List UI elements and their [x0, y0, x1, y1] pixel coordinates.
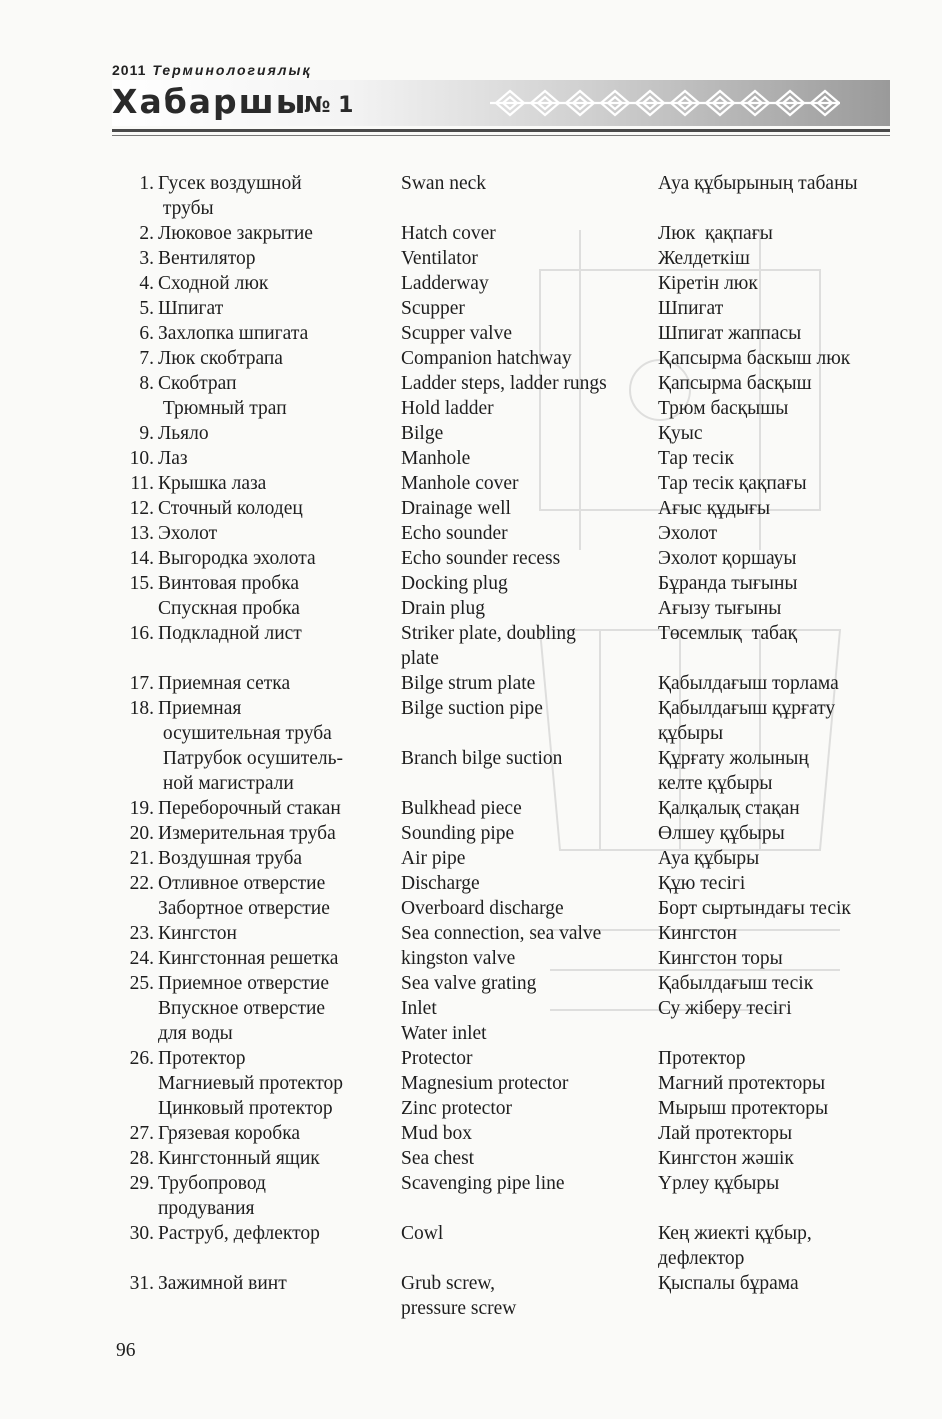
term-number: 31. — [129, 1273, 154, 1294]
term-russian — [158, 171, 401, 221]
term-kazakh — [658, 971, 898, 1046]
term-kazakh — [658, 471, 898, 496]
issue-number: № 1 — [304, 93, 354, 118]
term-english — [401, 871, 658, 921]
term-russian-line: Выгородка эхолота — [158, 548, 316, 569]
term-row — [118, 921, 898, 946]
term-kazakh — [658, 246, 898, 271]
terminology-table — [118, 171, 898, 1321]
term-kazakh — [658, 346, 898, 371]
term-kazakh-line: Ағыс құдығы — [658, 498, 771, 519]
term-english — [401, 296, 658, 321]
term-english — [401, 821, 658, 846]
term-russian — [158, 471, 401, 496]
term-english — [401, 1046, 658, 1121]
term-row — [118, 1046, 898, 1121]
term-russian — [158, 621, 401, 671]
term-english-line: plate — [401, 648, 439, 669]
term-row — [118, 846, 898, 871]
term-english-line: Scupper — [401, 298, 465, 319]
term-row — [118, 1221, 898, 1271]
term-russian-line: Зажимной винт — [158, 1273, 287, 1294]
term-number: 16. — [129, 623, 154, 644]
term-russian-line: Люк скобтрапа — [158, 348, 283, 369]
term-russian-line: для воды — [158, 1023, 233, 1044]
term-kazakh-line: Құю тесігі — [658, 873, 746, 894]
term-kazakh — [658, 446, 898, 471]
term-kazakh-line: дефлектор — [658, 1248, 745, 1269]
term-russian-line: Приемное отверстие — [158, 973, 329, 994]
term-number: 23. — [129, 923, 154, 944]
term-kazakh — [658, 171, 898, 221]
term-row — [118, 696, 898, 796]
term-english-line: Bulkhead piece — [401, 798, 522, 819]
term-kazakh-line: Қалқалық стақан — [658, 798, 800, 819]
term-number: 4. — [139, 273, 154, 294]
term-number: 15. — [129, 573, 154, 594]
term-russian-line: Магниевый протектор — [158, 1073, 343, 1094]
term-english-line: Overboard discharge — [401, 898, 564, 919]
term-russian-line: Приемная сетка — [158, 673, 291, 694]
term-russian-line: продувания — [158, 1198, 255, 1219]
term-english — [401, 496, 658, 521]
term-russian-line: Сходной люк — [158, 273, 269, 294]
term-english — [401, 621, 658, 671]
term-english — [401, 1171, 658, 1221]
term-russian-line: Патрубок осушитель- — [158, 748, 344, 769]
term-english-line: Striker plate, doubling — [401, 623, 576, 644]
term-english-line: Inlet — [401, 998, 437, 1019]
term-kazakh-line: Қабылдағыш тесік — [658, 973, 814, 994]
term-row — [118, 521, 898, 546]
term-russian-line: Сточный колодец — [158, 498, 303, 519]
term-russian-line: Кингстон — [158, 923, 237, 944]
term-english — [401, 796, 658, 821]
term-kazakh-line: Қапсырма басқыш — [658, 373, 812, 394]
term-russian — [158, 921, 401, 946]
term-english — [401, 571, 658, 621]
term-russian-line: трубы — [158, 198, 214, 219]
term-row — [118, 1271, 898, 1321]
term-number: 17. — [129, 673, 154, 694]
term-english-line: Echo sounder recess — [401, 548, 561, 569]
term-english — [401, 321, 658, 346]
term-kazakh-line: Кингстон — [658, 923, 737, 944]
term-row — [118, 571, 898, 621]
term-english-line: Bilge strum plate — [401, 673, 536, 694]
term-russian-line: Спускная пробка — [158, 598, 300, 619]
term-russian — [158, 221, 401, 246]
term-row — [118, 446, 898, 471]
term-russian — [158, 246, 401, 271]
term-english — [401, 946, 658, 971]
term-number: 7. — [139, 348, 154, 369]
term-kazakh-line: Қыспалы бұрама — [658, 1273, 799, 1294]
term-english — [401, 696, 658, 796]
term-row — [118, 946, 898, 971]
term-russian-line: осушительная труба — [158, 723, 332, 744]
term-russian-line: Скобтрап — [158, 373, 237, 394]
header-rule-thick — [112, 129, 890, 132]
term-english-line: Mud box — [401, 1123, 472, 1144]
term-kazakh — [658, 871, 898, 921]
ornament-band — [490, 85, 840, 121]
term-russian — [158, 521, 401, 546]
term-kazakh — [658, 621, 898, 671]
term-kazakh-line: Үрлеу құбыры — [658, 1173, 780, 1194]
term-english — [401, 1146, 658, 1171]
term-russian — [158, 1046, 401, 1121]
term-english — [401, 446, 658, 471]
term-english-line: Sea connection, sea valve — [401, 923, 602, 944]
term-russian-line: Вентилятор — [158, 248, 256, 269]
term-english-line: Hatch cover — [401, 223, 496, 244]
term-kazakh — [658, 321, 898, 346]
term-russian — [158, 1146, 401, 1171]
term-russian — [158, 546, 401, 571]
term-russian — [158, 421, 401, 446]
term-kazakh — [658, 1171, 898, 1221]
term-row — [118, 296, 898, 321]
term-english-line: Protector — [401, 1048, 473, 1069]
term-row — [118, 871, 898, 921]
header-banner — [112, 80, 890, 126]
term-kazakh-line: Бұранда тығыны — [658, 573, 798, 594]
term-english — [401, 671, 658, 696]
term-kazakh — [658, 1146, 898, 1171]
term-english — [401, 546, 658, 571]
term-number: 11. — [130, 473, 154, 494]
term-english — [401, 346, 658, 371]
term-russian-line: Подкладной лист — [158, 623, 302, 644]
term-russian-line: Гусек воздушной — [158, 173, 302, 194]
term-row — [118, 421, 898, 446]
term-russian-line: Грязевая коробка — [158, 1123, 301, 1144]
term-english-line: Sea chest — [401, 1148, 475, 1169]
term-number: 30. — [129, 1223, 154, 1244]
term-english — [401, 471, 658, 496]
term-kazakh-line: Тар тесік — [658, 448, 734, 469]
term-english — [401, 171, 658, 221]
term-row — [118, 171, 898, 221]
term-number: 28. — [129, 1148, 154, 1169]
term-kazakh-line: Қабылдағыш құрғату — [658, 698, 836, 719]
term-russian — [158, 571, 401, 621]
term-english — [401, 221, 658, 246]
term-kazakh — [658, 921, 898, 946]
term-row — [118, 471, 898, 496]
term-kazakh — [658, 421, 898, 446]
term-row — [118, 1146, 898, 1171]
term-russian-line: Льяло — [158, 423, 209, 444]
term-russian-line: Протектор — [158, 1048, 246, 1069]
term-row — [118, 971, 898, 1046]
header-year: 2011 — [112, 62, 147, 78]
term-english-line: Drainage well — [401, 498, 511, 519]
term-russian — [158, 946, 401, 971]
term-number: 27. — [129, 1123, 154, 1144]
term-english-line: Bilge — [401, 423, 444, 444]
term-english — [401, 971, 658, 1046]
term-russian-line: Кингстонный ящик — [158, 1148, 320, 1169]
term-english-line: Companion hatchway — [401, 348, 572, 369]
term-english-line: kingston valve — [401, 948, 516, 969]
term-kazakh-line: Протектор — [658, 1048, 746, 1069]
term-russian-line: Воздушная труба — [158, 848, 303, 869]
term-row — [118, 671, 898, 696]
term-kazakh-line: Қуыс — [658, 423, 703, 444]
term-kazakh — [658, 671, 898, 696]
term-kazakh-line: Шпигат — [658, 298, 724, 319]
term-russian-line: Переборочный стакан — [158, 798, 341, 819]
term-russian-line: Шпигат — [158, 298, 224, 319]
term-row — [118, 246, 898, 271]
term-russian — [158, 271, 401, 296]
term-row — [118, 346, 898, 371]
term-russian-line: Крышка лаза — [158, 473, 267, 494]
term-kazakh — [658, 796, 898, 821]
term-number: 12. — [129, 498, 154, 519]
term-english-line — [401, 721, 658, 746]
term-kazakh-line: Кең жиекті құбыр, — [658, 1223, 812, 1244]
term-english-line: Cowl — [401, 1223, 444, 1244]
term-english — [401, 1221, 658, 1271]
term-kazakh-line: Кингстон торы — [658, 948, 783, 969]
term-russian — [158, 1221, 401, 1271]
term-english-line: Swan neck — [401, 173, 487, 194]
term-russian — [158, 671, 401, 696]
term-row — [118, 621, 898, 671]
term-russian — [158, 371, 401, 421]
term-row — [118, 371, 898, 421]
term-kazakh — [658, 696, 898, 796]
term-english — [401, 371, 658, 421]
term-row — [118, 271, 898, 296]
term-russian — [158, 496, 401, 521]
term-russian — [158, 1271, 401, 1321]
term-english-line: Discharge — [401, 873, 480, 894]
term-kazakh-line: Қабылдағыш торлама — [658, 673, 839, 694]
term-kazakh-line: келте құбыры — [658, 773, 773, 794]
term-kazakh-line: Трюм басқышы — [658, 398, 789, 419]
term-russian — [158, 971, 401, 1046]
term-english — [401, 521, 658, 546]
term-russian — [158, 821, 401, 846]
term-english — [401, 1271, 658, 1321]
term-russian — [158, 321, 401, 346]
term-number: 25. — [129, 973, 154, 994]
term-kazakh — [658, 1271, 898, 1321]
term-english — [401, 271, 658, 296]
term-english — [401, 846, 658, 871]
term-kazakh-line: Эхолот — [658, 523, 718, 544]
term-english-line: Docking plug — [401, 573, 508, 594]
journal-title: Хабаршы — [112, 82, 308, 121]
term-kazakh-line: құбыры — [658, 723, 724, 744]
term-kazakh — [658, 946, 898, 971]
term-kazakh — [658, 496, 898, 521]
term-russian-line: Захлопка шпигата — [158, 323, 309, 344]
term-english — [401, 246, 658, 271]
term-number: 20. — [129, 823, 154, 844]
term-kazakh-line: Тар тесік қақпағы — [658, 473, 807, 494]
term-russian-line: Трюмный трап — [158, 398, 287, 419]
term-row — [118, 546, 898, 571]
term-kazakh-line: Лай протекторы — [658, 1123, 793, 1144]
term-number: 6. — [139, 323, 154, 344]
term-russian — [158, 446, 401, 471]
term-english-line: Air pipe — [401, 848, 466, 869]
term-kazakh — [658, 571, 898, 621]
header-year-series — [112, 62, 312, 78]
term-russian-line: Цинковый протектор — [158, 1098, 333, 1119]
term-russian — [158, 696, 401, 796]
term-row — [118, 821, 898, 846]
term-english-line: Magnesium protector — [401, 1073, 569, 1094]
term-number: 1. — [139, 173, 154, 194]
term-english-line: Sounding pipe — [401, 823, 515, 844]
term-russian — [158, 346, 401, 371]
term-russian-line: Трубопровод — [158, 1173, 266, 1194]
term-english-line: Sea valve grating — [401, 973, 537, 994]
term-number: 14. — [129, 548, 154, 569]
term-russian — [158, 796, 401, 821]
term-kazakh-line: Борт сыртындағы тесік — [658, 898, 851, 919]
term-number: 21. — [129, 848, 154, 869]
term-english-line: Scavenging pipe line — [401, 1173, 565, 1194]
term-kazakh-line: Кингстон жәшік — [658, 1148, 794, 1169]
term-kazakh-line: Су жіберу тесігі — [658, 998, 792, 1019]
term-kazakh — [658, 821, 898, 846]
term-kazakh — [658, 296, 898, 321]
term-kazakh-line: Мырыш протекторы — [658, 1098, 829, 1119]
term-row — [118, 796, 898, 821]
term-kazakh-line: Өлшеу құбыры — [658, 823, 785, 844]
term-english-line: Zinc protector — [401, 1098, 512, 1119]
term-number: 10. — [129, 448, 154, 469]
term-kazakh — [658, 271, 898, 296]
term-kazakh-line: Ауа құбырының табаны — [658, 173, 858, 194]
term-kazakh-line: Ауа құбыры — [658, 848, 760, 869]
term-russian-line: Кингстонная решетка — [158, 948, 339, 969]
term-kazakh-line: Шпигат жаппасы — [658, 323, 802, 344]
term-russian-line: Впускное отверстие — [158, 998, 326, 1019]
term-kazakh-line: Кіретін люк — [658, 273, 758, 294]
term-russian-line: Приемная — [158, 698, 242, 719]
term-number: 22. — [129, 873, 154, 894]
page-number: 96 — [116, 1340, 136, 1361]
term-kazakh — [658, 846, 898, 871]
term-kazakh-line: Ағызу тығыны — [658, 598, 782, 619]
term-number: 19. — [129, 798, 154, 819]
term-row — [118, 496, 898, 521]
term-number: 26. — [129, 1048, 154, 1069]
term-russian — [158, 871, 401, 921]
term-kazakh-line: Магний протекторы — [658, 1073, 826, 1094]
term-row — [118, 221, 898, 246]
term-english — [401, 421, 658, 446]
term-kazakh-line: Төсемлық табақ — [658, 623, 798, 644]
header-series: Терминологиялық — [152, 62, 312, 78]
term-kazakh — [658, 521, 898, 546]
term-number: 13. — [129, 523, 154, 544]
term-number: 3. — [139, 248, 154, 269]
term-kazakh-line: Эхолот қоршауы — [658, 548, 797, 569]
term-kazakh — [658, 1221, 898, 1271]
term-kazakh — [658, 1121, 898, 1146]
header-rule-thin — [112, 135, 890, 136]
term-english-line: Scupper valve — [401, 323, 513, 344]
term-russian-line: Раструб, дефлектор — [158, 1223, 320, 1244]
term-russian-line: Забортное отверстие — [158, 898, 330, 919]
term-kazakh — [658, 546, 898, 571]
term-number: 2. — [139, 223, 154, 244]
term-kazakh — [658, 1046, 898, 1121]
term-kazakh — [658, 371, 898, 421]
term-number: 18. — [129, 698, 154, 719]
term-russian-line: Люковое закрытие — [158, 223, 313, 244]
term-russian-line: Лаз — [158, 448, 188, 469]
term-number: 9. — [139, 423, 154, 444]
term-number: 24. — [129, 948, 154, 969]
term-russian — [158, 296, 401, 321]
term-english-line: Branch bilge suction — [401, 748, 563, 769]
term-english-line: Echo sounder — [401, 523, 508, 544]
term-english-line: Ventilator — [401, 248, 478, 269]
term-kazakh-line: Люк қақпағы — [658, 223, 773, 244]
term-russian — [158, 846, 401, 871]
term-english-line: pressure screw — [401, 1298, 517, 1319]
term-russian-line: Эхолот — [158, 523, 218, 544]
term-row — [118, 1171, 898, 1221]
term-row — [118, 321, 898, 346]
term-russian-line: Отливное отверстие — [158, 873, 326, 894]
term-kazakh-line: Құрғату жолының — [658, 748, 809, 769]
term-english-line: Drain plug — [401, 598, 485, 619]
term-russian — [158, 1121, 401, 1146]
term-english — [401, 1121, 658, 1146]
term-kazakh — [658, 221, 898, 246]
term-english-line: Ladder steps, ladder rungs — [401, 373, 607, 394]
term-kazakh-line: Желдеткіш — [658, 248, 750, 269]
term-number: 8. — [139, 373, 154, 394]
term-russian-line: ной магистрали — [158, 773, 294, 794]
term-russian-line: Измерительная труба — [158, 823, 336, 844]
term-row — [118, 1121, 898, 1146]
term-number: 5. — [139, 298, 154, 319]
term-english-line: Grub screw, — [401, 1273, 496, 1294]
term-english-line: Bilge suction pipe — [401, 698, 543, 719]
term-english-line: Manhole cover — [401, 473, 519, 494]
term-russian-line: Винтовая пробка — [158, 573, 300, 594]
term-english-line: Manhole — [401, 448, 471, 469]
term-english-line: Ladderway — [401, 273, 489, 294]
term-english-line: Hold ladder — [401, 398, 494, 419]
term-english-line: Water inlet — [401, 1023, 487, 1044]
term-number: 29. — [129, 1173, 154, 1194]
term-english — [401, 921, 658, 946]
term-russian — [158, 1171, 401, 1221]
term-kazakh-line: Қапсырма баскыш люк — [658, 348, 851, 369]
